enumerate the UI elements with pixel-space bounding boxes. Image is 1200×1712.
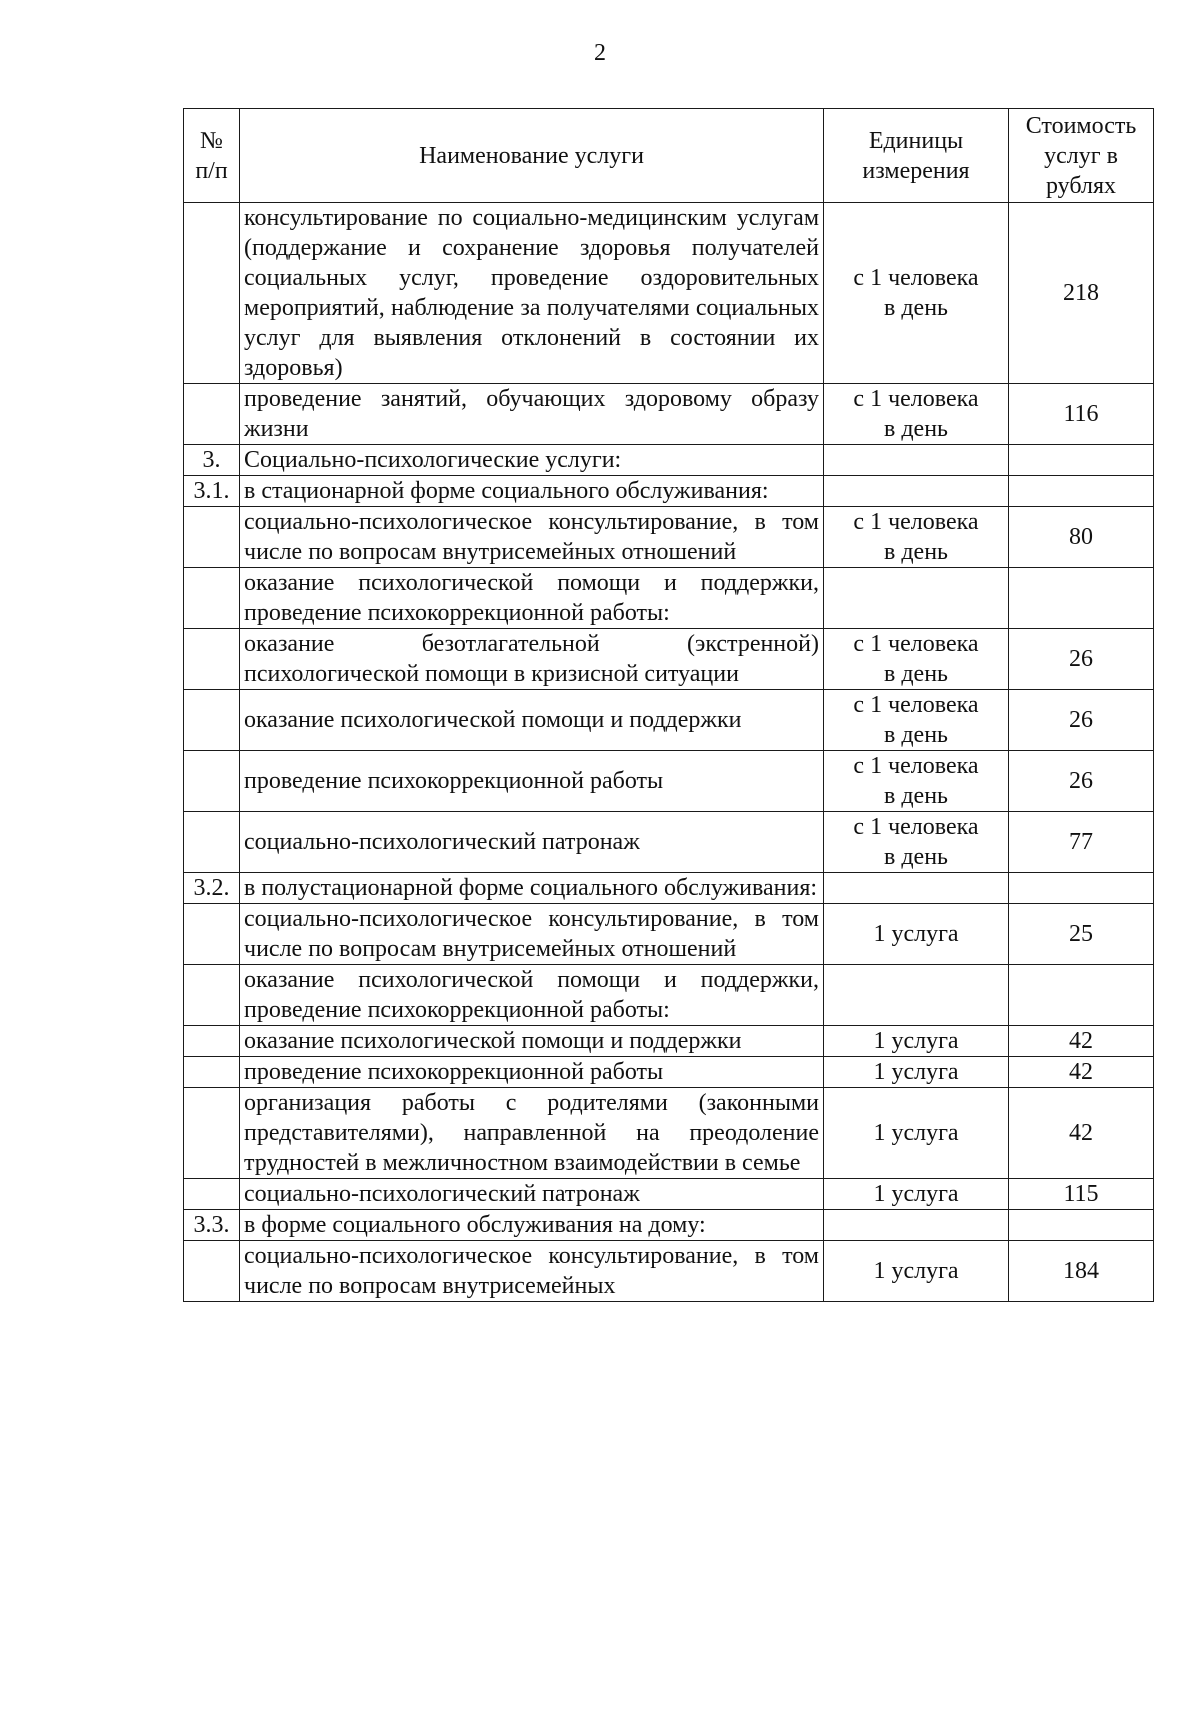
table-row [184,904,1154,965]
service-name: проведение психокоррекционной работы [240,751,824,812]
measurement-unit: с 1 человека в день [824,384,1009,445]
row-number [184,904,240,965]
table-row [184,568,1154,629]
row-number [184,690,240,751]
service-name: в форме социального обслуживания на дому: [240,1210,824,1241]
header-unit-line: Единицы [868,127,964,154]
table-header-row [184,109,1154,203]
service-name: оказание психологической помощи и поддержки [240,690,824,751]
service-cost: 42 [1009,1057,1154,1088]
service-cost: 184 [1009,1241,1154,1302]
measurement-unit: с 1 человека в день [824,751,1009,812]
service-cost [1009,1210,1154,1241]
row-number [184,1026,240,1057]
service-name: социально-психологическое консультирование, в том числе по вопросам внутрисемейных отношений [240,904,824,965]
table-row [184,629,1154,690]
measurement-unit: с 1 человека в день [824,629,1009,690]
row-number [184,1088,240,1179]
row-number [184,384,240,445]
service-name: в полустационарной форме социального обслуживания: [240,873,824,904]
service-cost: 42 [1009,1026,1154,1057]
row-number [184,1057,240,1088]
row-number [184,751,240,812]
measurement-unit [824,568,1009,629]
row-number [184,812,240,873]
table-row [184,507,1154,568]
table-row [184,873,1154,904]
measurement-unit [824,1210,1009,1241]
row-number: 3.2. [184,873,240,904]
service-name: оказание психологической помощи и поддержки, проведение психокоррекционной работы: [240,568,824,629]
service-cost: 42 [1009,1088,1154,1179]
table-body [184,203,1154,1302]
header-cost-line: рублях [1046,172,1116,199]
header-num-line: № [200,127,223,154]
table-row [184,1210,1154,1241]
measurement-unit [824,965,1009,1026]
service-name: организация работы с родителями (законными представителями), направленной на преодоление трудностей в межличностном взаимодействии в семье [240,1088,824,1179]
measurement-unit: 1 услуга [824,1026,1009,1057]
service-cost: 218 [1009,203,1154,384]
row-number: 3. [184,445,240,476]
measurement-unit: 1 услуга [824,1088,1009,1179]
measurement-unit: 1 услуга [824,1057,1009,1088]
service-cost: 116 [1009,384,1154,445]
row-number [184,629,240,690]
header-cost [1009,109,1154,203]
service-cost [1009,476,1154,507]
measurement-unit: с 1 человека в день [824,203,1009,384]
service-cost: 26 [1009,751,1154,812]
service-name: консультирование по социально-медицинским услугам (поддержание и сохранение здоровья получателей социальных услуг, проведение оздоровительных мероприятий, наблюдение за получателями социальных услуг для выявления отклонений в состоянии их здоровья) [240,203,824,384]
service-name: социально-психологический патронаж [240,812,824,873]
service-name: оказание психологической помощи и поддержки, проведение психокоррекционной работы: [240,965,824,1026]
header-unit [824,109,1009,203]
service-cost: 25 [1009,904,1154,965]
page-number: 2 [594,40,606,66]
measurement-unit [824,476,1009,507]
row-number [184,1179,240,1210]
header-num-line: п/п [195,157,228,184]
service-name: проведение психокоррекционной работы [240,1057,824,1088]
service-name: Социально-психологические услуги: [240,445,824,476]
row-number [184,507,240,568]
service-cost [1009,965,1154,1026]
table-row [184,1057,1154,1088]
row-number [184,1241,240,1302]
table-row [184,1088,1154,1179]
service-cost [1009,445,1154,476]
table-row [184,965,1154,1026]
table-row [184,812,1154,873]
service-name: социально-психологическое консультирование, в том числе по вопросам внутрисемейных [240,1241,824,1302]
measurement-unit [824,445,1009,476]
header-num [184,109,240,203]
table-row [184,751,1154,812]
header-name: Наименование услуги [240,109,824,203]
row-number: 3.1. [184,476,240,507]
table-row [184,1241,1154,1302]
service-cost: 77 [1009,812,1154,873]
measurement-unit: с 1 человека в день [824,812,1009,873]
header-unit-line: измерения [862,157,970,184]
measurement-unit: с 1 человека в день [824,690,1009,751]
table-row [184,1179,1154,1210]
service-name: социально-психологический патронаж [240,1179,824,1210]
table-row [184,690,1154,751]
table-row [184,445,1154,476]
measurement-unit [824,873,1009,904]
table-row [184,1026,1154,1057]
row-number: 3.3. [184,1210,240,1241]
service-cost: 80 [1009,507,1154,568]
table-row [184,203,1154,384]
row-number [184,965,240,1026]
table-row [184,476,1154,507]
measurement-unit: 1 услуга [824,904,1009,965]
services-price-table [183,108,1154,1302]
service-name: оказание психологической помощи и поддержки [240,1026,824,1057]
row-number [184,568,240,629]
service-cost: 26 [1009,690,1154,751]
service-cost [1009,873,1154,904]
table-row [184,384,1154,445]
header-cost-line: Стоимость [1025,112,1137,139]
measurement-unit: 1 услуга [824,1241,1009,1302]
row-number [184,203,240,384]
service-name: оказание безотлагательной (экстренной) психологической помощи в кризисной ситуации [240,629,824,690]
measurement-unit: с 1 человека в день [824,507,1009,568]
measurement-unit: 1 услуга [824,1179,1009,1210]
service-name: в стационарной форме социального обслуживания: [240,476,824,507]
header-cost-line: услуг в [1044,142,1118,169]
service-cost [1009,568,1154,629]
service-cost: 26 [1009,629,1154,690]
service-cost: 115 [1009,1179,1154,1210]
service-name: социально-психологическое консультирование, в том числе по вопросам внутрисемейных отношений [240,507,824,568]
service-name: проведение занятий, обучающих здоровому образу жизни [240,384,824,445]
